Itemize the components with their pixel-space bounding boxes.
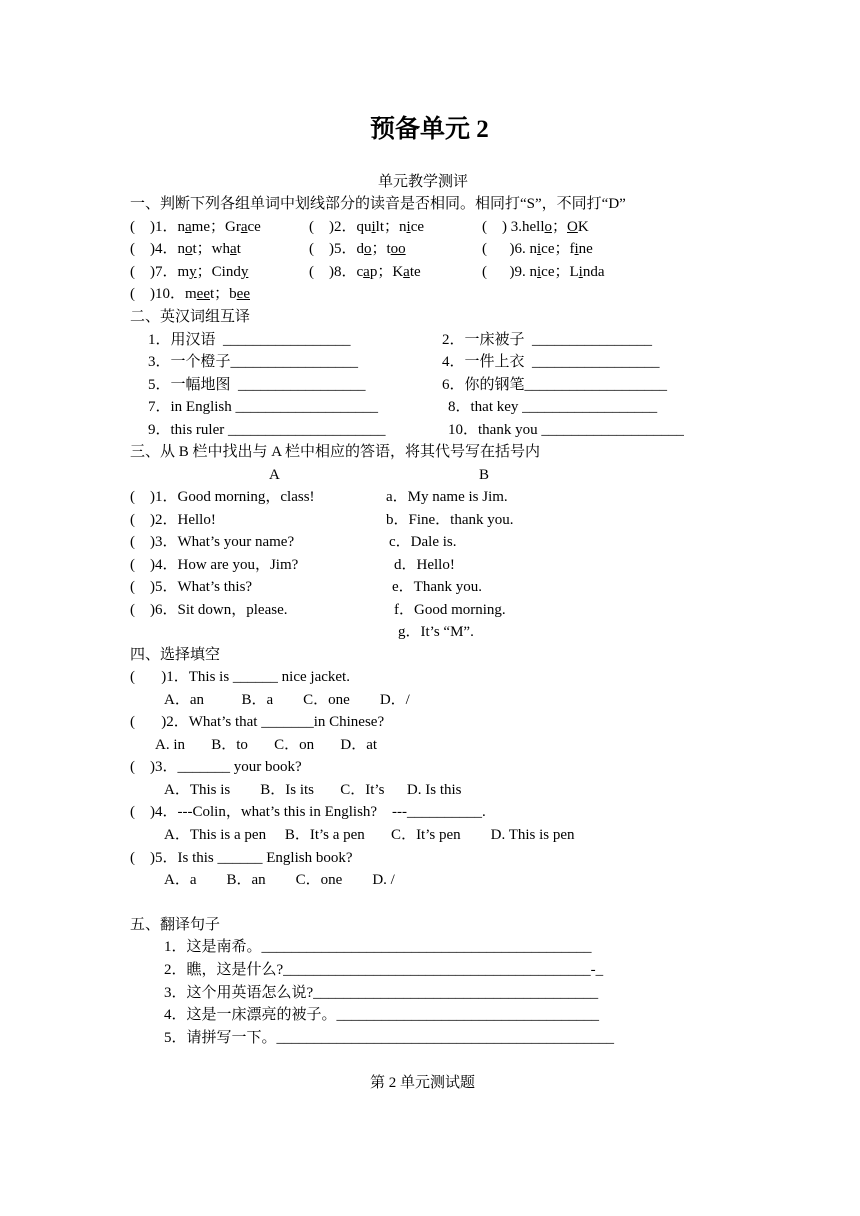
s5-item-5: 5．请拼写一下。_____________________________________________ [164,1030,615,1046]
s1-item-3: ( ) 3.hello；OK [482,219,589,235]
s4-options-2: A. in B．to C．on D．at [155,737,378,753]
page-title: 预备单元 2 [370,116,489,143]
page-footer: 第 2 单元测试题 [370,1075,476,1091]
s2-item-10: 10．thank you ___________________ [448,422,684,438]
s3-b-4: d．Hello! [394,557,455,573]
s3-b-6: f．Good morning. [394,602,506,618]
s4-options-3: A．This is B．Is its C．It’s D. Is this [164,782,462,798]
section-2-heading: 二、英汉词组互译 [130,309,251,325]
s4-options-1: A．an B．a C．one D．/ [164,692,410,708]
s1-item-6: ( )6. nice；fine [482,241,593,257]
subtitle: 单元教学测评 [378,174,469,190]
section-1-heading: 一、判断下列各组单词中划线部分的读音是否相同。相同打“S”，不同打“D” [130,196,626,212]
column-a-label: A [269,467,280,483]
s2-item-6: 6．你的钢笔___________________ [442,377,668,393]
s1-item-9: ( )9. nice；Linda [482,264,605,280]
s2-item-1: 1．用汉语 _________________ [148,332,351,348]
s5-item-4: 4．这是一床漂亮的被子。___________________________________ [164,1007,600,1023]
s1-item-2: ( )2．quilt；nice [309,219,425,235]
s3-a-5: ( )5．What’s this? [130,579,253,595]
s4-options-5: A．a B．an C．one D. / [164,872,395,888]
s3-a-2: ( )2．Hello! [130,512,216,528]
s4-question-2: ( )2．What’s that _______in Chinese? [130,714,385,730]
s1-item-5: ( )5．do；too [309,241,406,257]
s2-item-3: 3．一个橙子_________________ [148,354,359,370]
column-b-label: B [479,467,490,483]
s3-a-4: ( )4．How are you，Jim? [130,557,299,573]
s1-item-10: ( )10．meet；bee [130,286,250,302]
s1-item-7: ( )7．my；Cindy [130,264,249,280]
s3-b-5: e．Thank you. [392,579,482,595]
s3-b-3: c．Dale is. [389,534,457,550]
s2-item-2: 2．一床被子 ________________ [442,332,653,348]
s2-item-4: 4．一件上衣 _________________ [442,354,660,370]
s4-question-4: ( )4．---Colin，what’s this in English? ---__________. [130,804,486,820]
s5-item-3: 3．这个用英语怎么说?______________________________________ [164,985,599,1001]
s3-b-2: b．Fine．thank you. [386,512,514,528]
section-4-heading: 四、选择填空 [130,647,221,663]
s3-a-3: ( )3．What’s your name? [130,534,295,550]
s1-item-8: ( )8．cap；Kate [309,264,421,280]
s4-question-5: ( )5．Is this ______ English book? [130,850,353,866]
s3-a-6: ( )6．Sit down，please. [130,602,288,618]
section-3-heading: 三、从 B 栏中找出与 A 栏中相应的答语，将其代号写在括号内 [130,444,541,460]
s2-item-7: 7．in English ___________________ [148,399,379,415]
section-5-heading: 五、翻译句子 [130,917,221,933]
s3-a-1: ( )1．Good morning，class! [130,489,315,505]
s5-item-2: 2．瞧，这是什么?_________________________________________-_ [164,962,604,978]
s3-b-7: g．It’s “M”. [398,624,474,640]
s4-options-4: A．This is a pen B．It’s a pen C．It’s pen D. This is pen [164,827,575,843]
s1-item-1: ( )1．name；Grace [130,219,261,235]
s3-b-1: a．My name is Jim. [386,489,508,505]
s2-item-8: 8．that key __________________ [448,399,658,415]
s4-question-1: ( )1．This is ______ nice jacket. [130,669,350,685]
s4-question-3: ( )3．_______ your book? [130,759,302,775]
s2-item-9: 9．this ruler _____________________ [148,422,386,438]
s2-item-5: 5．一幅地图 _________________ [148,377,366,393]
s5-item-1: 1．这是南希。____________________________________________ [164,939,592,955]
s1-item-4: ( )4．not；what [130,241,241,257]
